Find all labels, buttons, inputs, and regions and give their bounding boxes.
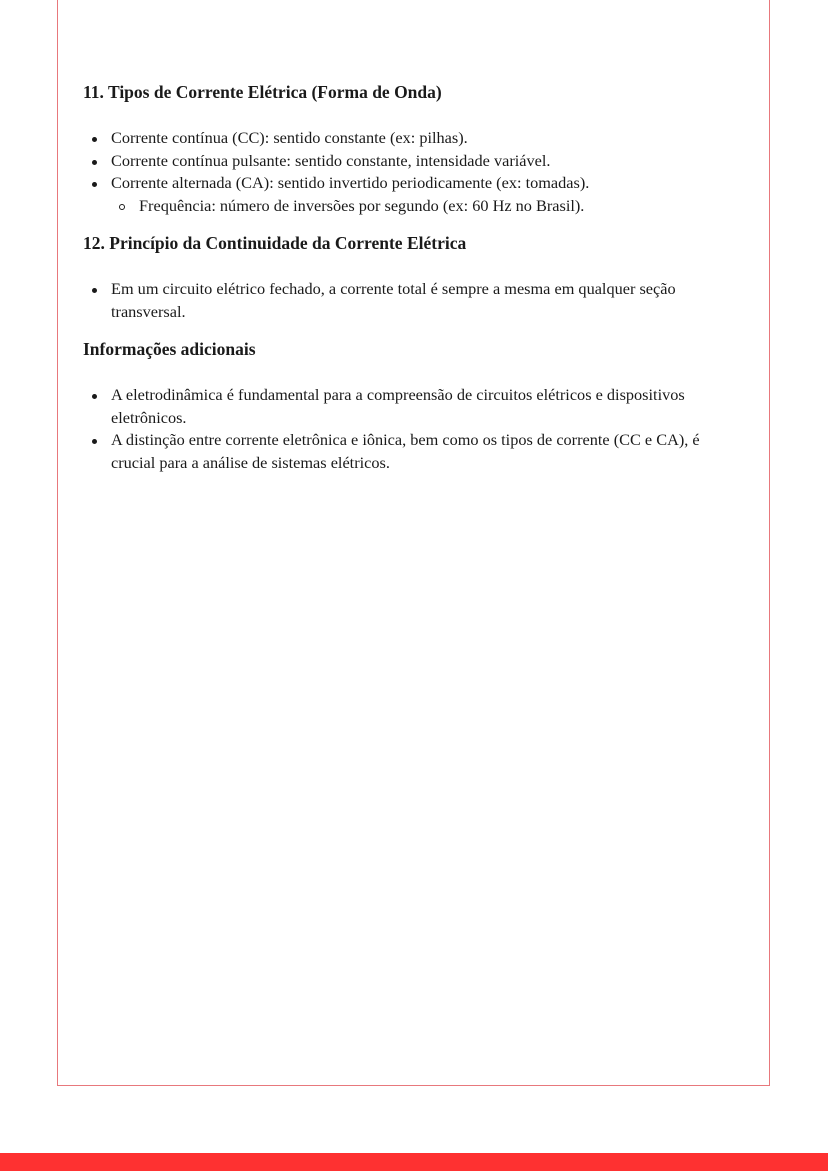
- list-continuidade: [83, 278, 743, 323]
- list-item: Em um circuito elétrico fechado, a corrente total é sempre a mesma em qualquer seção transversal.: [83, 278, 743, 323]
- document-content: [83, 80, 743, 474]
- section-title-tipos-corrente: 11. Tipos de Corrente Elétrica (Forma de Onda): [83, 82, 442, 102]
- list-tipos-corrente: [83, 127, 743, 217]
- list-item: A distinção entre corrente eletrônica e iônica, bem como os tipos de corrente (CC e CA), é crucial para a análise de sistemas elétricos.: [83, 429, 743, 474]
- section-title-informacoes-adicionais: Informações adicionais: [83, 339, 256, 359]
- list-item: Corrente contínua pulsante: sentido constante, intensidade variável.: [83, 150, 743, 173]
- footer-accent-bar: [0, 1153, 828, 1171]
- list-item: A eletrodinâmica é fundamental para a compreensão de circuitos elétricos e dispositivos eletrônicos.: [83, 384, 743, 429]
- section-title-continuidade: 12. Princípio da Continuidade da Corrente Elétrica: [83, 233, 467, 253]
- list-item: Corrente alternada (CA): sentido invertido periodicamente (ex: tomadas).: [83, 172, 743, 195]
- list-item: Corrente contínua (CC): sentido constante (ex: pilhas).: [83, 127, 743, 150]
- list-informacoes-adicionais: [83, 384, 743, 474]
- sub-list-item: Frequência: número de inversões por segundo (ex: 60 Hz no Brasil).: [83, 195, 743, 218]
